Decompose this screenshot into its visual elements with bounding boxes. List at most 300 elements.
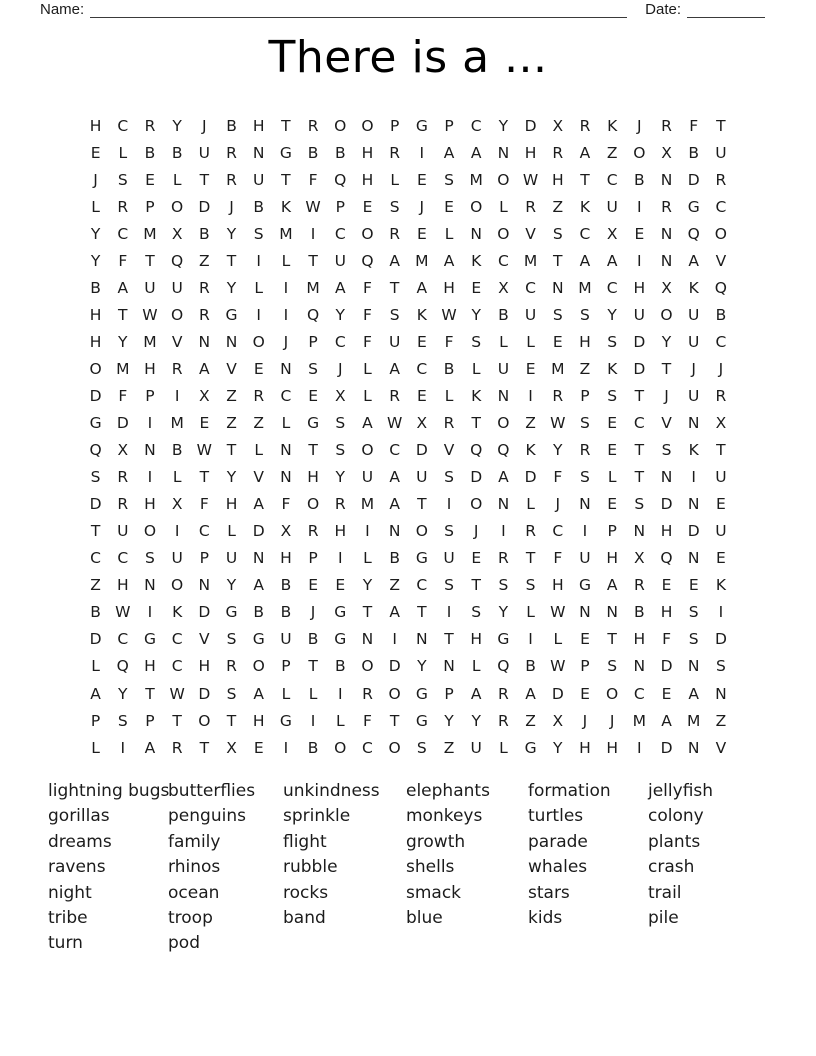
grid-cell: W <box>441 305 457 324</box>
grid-cell: N <box>280 468 292 487</box>
grid-cell: U <box>361 468 374 487</box>
word-list-item: whales <box>528 857 588 878</box>
grid-cell: A <box>389 251 400 270</box>
grid-cell: N <box>579 603 591 622</box>
grid-cell: N <box>633 522 646 541</box>
grid-cell: K <box>688 278 699 297</box>
grid-cell: H <box>252 116 265 135</box>
grid-cell: D <box>551 684 564 703</box>
grid-cell: Z <box>443 738 455 757</box>
grid-cell: C <box>117 549 129 568</box>
grid-cell: Q <box>171 251 184 270</box>
grid-cell: C <box>362 738 373 757</box>
grid-cell: L <box>471 657 481 676</box>
grid-cell: E <box>145 170 155 189</box>
grid-cell: C <box>633 684 645 703</box>
grid-cell: T <box>661 359 672 378</box>
date-label: Date: <box>645 1 681 18</box>
grid-cell: N <box>660 251 673 270</box>
grid-cell: Z <box>606 143 618 162</box>
grid-cell: R <box>389 386 401 405</box>
grid-cell: S <box>552 305 563 324</box>
word-list-item: turtles <box>528 806 584 827</box>
grid-cell: N <box>497 386 510 405</box>
grid-cell: L <box>172 468 182 487</box>
grid-cell: O <box>171 197 184 216</box>
grid-cell: F <box>444 332 454 351</box>
word-list-item: flight <box>283 831 327 852</box>
grid-cell: T <box>199 170 210 189</box>
grid-cell: R <box>253 386 265 405</box>
grid-cell: I <box>582 522 588 541</box>
grid-cell: C <box>334 224 346 243</box>
grid-cell: B <box>498 305 509 324</box>
grid-cell: U <box>715 522 727 541</box>
grid-cell: H <box>144 495 156 514</box>
word-list-item: dreams <box>48 831 112 852</box>
word-list-item: unkindness <box>283 781 380 801</box>
grid-cell: D <box>714 630 727 649</box>
grid-cell: O <box>198 711 211 730</box>
grid-cell: L <box>526 495 535 514</box>
grid-cell: X <box>552 116 564 135</box>
grid-cell: V <box>226 359 237 378</box>
grid-cell: X <box>416 414 428 433</box>
grid-cell: G <box>252 630 265 649</box>
grid-cell: V <box>171 332 183 351</box>
grid-cell: B <box>90 278 101 297</box>
grid-cell: U <box>715 468 727 487</box>
grid-cell: E <box>444 197 454 216</box>
grid-cell: Q <box>660 549 673 568</box>
grid-cell: A <box>688 251 700 270</box>
grid-cell: P <box>199 549 210 568</box>
grid-cell: X <box>334 386 346 405</box>
grid-cell: O <box>660 305 673 324</box>
grid-cell: T <box>525 549 536 568</box>
grid-cell: U <box>633 305 646 324</box>
grid-cell: E <box>661 576 672 595</box>
grid-cell: L <box>91 197 100 216</box>
grid-cell: D <box>198 197 211 216</box>
grid-cell: N <box>551 278 564 297</box>
worksheet-header <box>40 1 765 18</box>
word-list-item: ravens <box>48 857 106 878</box>
grid-cell: J <box>337 359 343 378</box>
name-blank-line <box>90 2 627 18</box>
grid-cell: Y <box>661 332 672 351</box>
grid-cell: O <box>361 441 374 460</box>
grid-cell: W <box>169 684 185 703</box>
grid-cell: U <box>117 522 129 541</box>
grid-cell: F <box>553 549 563 568</box>
grid-cell: J <box>473 522 479 541</box>
grid-cell: G <box>279 711 292 730</box>
grid-cell: F <box>363 278 372 297</box>
grid-cell: Z <box>715 711 727 730</box>
grid-cell: B <box>307 738 319 757</box>
grid-cell: C <box>171 657 183 676</box>
grid-cell: B <box>253 603 265 622</box>
grid-cell: I <box>174 522 180 541</box>
grid-cell: T <box>226 711 237 730</box>
grid-cell: B <box>171 143 183 162</box>
word-list-item: penguins <box>168 806 246 827</box>
grid-cell: M <box>523 251 538 270</box>
grid-cell: T <box>634 468 645 487</box>
grid-cell: B <box>280 603 292 622</box>
grid-cell: A <box>443 251 455 270</box>
grid-cell: Z <box>525 414 536 433</box>
grid-cell: M <box>143 332 157 351</box>
grid-cell: I <box>310 711 316 730</box>
grid-cell: O <box>470 495 483 514</box>
word-list-item: gorillas <box>48 806 110 827</box>
grid-cell: D <box>660 657 673 676</box>
grid-cell: G <box>415 549 428 568</box>
grid-cell: G <box>687 197 700 216</box>
grid-cell: E <box>362 197 373 216</box>
grid-cell: X <box>661 278 672 297</box>
grid-cell: V <box>253 468 265 487</box>
word-list-item: parade <box>528 831 588 852</box>
grid-cell: K <box>525 441 536 460</box>
grid-cell: C <box>579 224 591 243</box>
grid-cell: Y <box>226 224 237 243</box>
grid-cell: A <box>688 684 700 703</box>
grid-cell: R <box>226 657 237 676</box>
grid-cell: O <box>606 684 619 703</box>
grid-cell: D <box>687 522 700 541</box>
grid-cell: P <box>444 684 454 703</box>
word-list-column <box>168 779 283 957</box>
grid-cell: C <box>552 522 564 541</box>
grid-cell: S <box>335 441 346 460</box>
grid-cell: G <box>497 630 510 649</box>
grid-cell: U <box>198 143 211 162</box>
grid-cell: Y <box>226 468 237 487</box>
grid-cell: O <box>470 197 483 216</box>
grid-cell: U <box>497 359 510 378</box>
word-list-item: band <box>283 908 326 929</box>
grid-cell: Y <box>362 576 373 595</box>
grid-cell: U <box>688 386 700 405</box>
grid-cell: L <box>499 197 508 216</box>
grid-cell: X <box>171 495 183 514</box>
grid-cell: L <box>607 468 617 487</box>
word-list-item: shells <box>406 857 455 878</box>
grid-cell: M <box>116 359 130 378</box>
grid-cell: U <box>144 278 156 297</box>
word-list-item: crash <box>648 857 695 878</box>
grid-cell: N <box>470 224 483 243</box>
grid-cell: B <box>334 143 346 162</box>
grid-cell: B <box>307 630 319 649</box>
word-list-item: rhinos <box>168 857 221 878</box>
grid-cell: R <box>362 684 373 703</box>
grid-cell: F <box>689 116 699 135</box>
grid-cell: S <box>444 576 454 595</box>
grid-cell: K <box>715 576 726 595</box>
grid-cell: Z <box>525 711 536 730</box>
grid-cell: O <box>361 224 374 243</box>
grid-cell: B <box>334 657 346 676</box>
grid-cell: K <box>471 251 482 270</box>
grid-cell: A <box>253 684 265 703</box>
grid-cell: H <box>660 522 673 541</box>
grid-cell: H <box>551 576 564 595</box>
grid-cell: C <box>389 441 401 460</box>
word-list-item: lightning bugs <box>48 781 170 801</box>
grid-cell: T <box>308 657 318 676</box>
grid-cell: B <box>253 197 265 216</box>
grid-cell: O <box>171 576 184 595</box>
grid-cell: J <box>664 386 669 405</box>
word-list-item: blue <box>406 908 443 929</box>
page-title: There is a ... <box>268 32 548 83</box>
grid-cell: O <box>252 332 265 351</box>
grid-cell: D <box>198 603 211 622</box>
grid-cell: A <box>362 414 373 433</box>
word-list-item: pod <box>168 933 200 954</box>
grid-cell: H <box>89 332 102 351</box>
grid-cell: U <box>688 332 700 351</box>
grid-cell: N <box>198 576 211 595</box>
grid-cell: H <box>524 143 537 162</box>
grid-cell: R <box>443 414 455 433</box>
grid-cell: N <box>252 143 265 162</box>
grid-cell: C <box>90 549 101 568</box>
grid-cell: I <box>147 468 153 487</box>
grid-cell: E <box>416 170 427 189</box>
word-list-item: family <box>168 831 221 852</box>
grid-cell: X <box>552 711 564 730</box>
grid-cell: T <box>580 170 590 189</box>
word-list-item: colony <box>648 806 704 827</box>
grid-cell: D <box>660 738 673 757</box>
grid-cell: B <box>226 116 237 135</box>
grid-cell: I <box>446 603 452 622</box>
grid-cell: I <box>501 522 506 541</box>
grid-cell: S <box>226 630 237 649</box>
grid-cell: D <box>116 414 129 433</box>
grid-cell: C <box>334 332 346 351</box>
grid-cell: Y <box>226 278 237 297</box>
word-list-item: troop <box>168 908 213 929</box>
word-list-item: elephants <box>406 781 490 801</box>
grid-cell: X <box>715 414 727 433</box>
grid-cell: R <box>307 116 319 135</box>
grid-cell: M <box>170 414 184 433</box>
grid-cell: S <box>471 332 482 351</box>
grid-cell: Q <box>470 441 483 460</box>
grid-cell: L <box>471 359 481 378</box>
grid-cell: L <box>254 278 264 297</box>
grid-cell: M <box>415 251 429 270</box>
grid-cell: R <box>198 305 210 324</box>
grid-cell: L <box>526 603 535 622</box>
grid-cell: R <box>198 278 210 297</box>
grid-cell: H <box>579 332 591 351</box>
word-list-item: rocks <box>283 882 329 903</box>
grid-cell: B <box>171 441 183 460</box>
grid-cell: E <box>471 549 482 568</box>
grid-cell: T <box>226 441 237 460</box>
grid-cell: S <box>389 197 400 216</box>
grid-cell: A <box>117 278 129 297</box>
grid-cell: U <box>171 278 183 297</box>
word-list-item: trail <box>648 882 682 903</box>
grid-cell: J <box>93 170 98 189</box>
grid-cell: I <box>365 522 370 541</box>
grid-cell: I <box>392 630 397 649</box>
grid-cell: R <box>226 170 237 189</box>
grid-cell: S <box>145 549 155 568</box>
grid-cell: I <box>283 278 289 297</box>
grid-cell: V <box>661 414 672 433</box>
grid-cell: C <box>470 116 482 135</box>
grid-cell: I <box>528 630 533 649</box>
grid-cell: Y <box>118 684 128 703</box>
grid-cell: R <box>389 224 401 243</box>
grid-cell: S <box>580 468 590 487</box>
grid-cell: D <box>89 630 102 649</box>
grid-cell: N <box>687 657 700 676</box>
word-list-column <box>528 779 648 957</box>
grid-cell: V <box>199 630 210 649</box>
grid-cell: D <box>524 116 537 135</box>
grid-cell: R <box>498 684 509 703</box>
grid-cell: A <box>606 251 618 270</box>
grid-cell: Z <box>552 197 564 216</box>
grid-cell: N <box>416 630 428 649</box>
grid-cell: H <box>361 143 374 162</box>
grid-cell: B <box>144 143 156 162</box>
grid-cell: S <box>661 441 672 460</box>
grid-cell: O <box>388 738 401 757</box>
grid-cell: L <box>390 170 399 189</box>
grid-cell: M <box>687 711 701 730</box>
grid-cell: U <box>524 305 537 324</box>
grid-cell: T <box>634 441 645 460</box>
grid-cell: A <box>661 711 672 730</box>
grid-cell: S <box>90 468 101 487</box>
grid-cell: F <box>118 386 128 405</box>
grid-cell: D <box>252 522 265 541</box>
grid-cell: O <box>415 522 428 541</box>
grid-cell: S <box>715 657 726 676</box>
grid-cell: O <box>252 657 265 676</box>
grid-cell: C <box>171 630 183 649</box>
grid-cell: D <box>660 495 673 514</box>
grid-cell: S <box>580 305 590 324</box>
grid-cell: G <box>307 414 320 433</box>
grid-cell: N <box>660 468 673 487</box>
grid-cell: I <box>310 224 316 243</box>
grid-cell: I <box>283 305 289 324</box>
grid-cell: I <box>718 603 724 622</box>
grid-cell: O <box>388 684 401 703</box>
grid-cell: W <box>550 657 566 676</box>
grid-cell: R <box>715 170 727 189</box>
grid-cell: B <box>199 224 210 243</box>
grid-cell: F <box>363 711 372 730</box>
grid-cell: N <box>660 224 673 243</box>
grid-cell: I <box>283 738 289 757</box>
grid-cell: W <box>550 603 566 622</box>
grid-cell: M <box>143 224 157 243</box>
grid-cell: I <box>637 738 642 757</box>
grid-cell: F <box>553 468 563 487</box>
grid-cell: R <box>389 143 401 162</box>
grid-cell: I <box>637 251 642 270</box>
grid-cell: C <box>198 522 210 541</box>
grid-cell: K <box>471 386 482 405</box>
grid-cell: S <box>416 738 427 757</box>
grid-cell: L <box>335 711 345 730</box>
grid-cell: T <box>226 251 237 270</box>
grid-cell: D <box>633 332 646 351</box>
grid-cell: N <box>715 684 727 703</box>
grid-cell: W <box>196 441 212 460</box>
word-list-item: stars <box>528 882 570 903</box>
grid-cell: P <box>145 711 155 730</box>
grid-cell: E <box>253 359 264 378</box>
grid-cell: L <box>553 630 563 649</box>
grid-cell: A <box>253 495 265 514</box>
grid-cell: Z <box>389 576 400 595</box>
grid-cell: U <box>253 170 265 189</box>
grid-cell: A <box>579 143 591 162</box>
grid-cell: J <box>555 495 561 514</box>
grid-cell: O <box>714 224 727 243</box>
grid-cell: B <box>389 549 400 568</box>
grid-cell: H <box>89 116 102 135</box>
grid-cell: T <box>553 251 563 270</box>
grid-cell: Y <box>553 441 563 460</box>
grid-cell: L <box>91 657 100 676</box>
grid-cell: O <box>497 224 510 243</box>
grid-cell: O <box>361 116 374 135</box>
grid-cell: C <box>416 359 428 378</box>
grid-cell: X <box>280 522 292 541</box>
grid-cell: H <box>470 630 483 649</box>
grid-cell: E <box>471 278 482 297</box>
grid-cell: G <box>578 576 591 595</box>
grid-cell: S <box>253 224 264 243</box>
grid-cell: M <box>632 711 647 730</box>
grid-cell: C <box>715 332 727 351</box>
grid-cell: Z <box>90 576 101 595</box>
grid-cell: E <box>607 414 618 433</box>
grid-cell: K <box>172 603 183 622</box>
grid-cell: R <box>117 495 129 514</box>
grid-cell: H <box>551 170 564 189</box>
grid-cell: R <box>117 197 129 216</box>
word-list-item: formation <box>528 781 611 801</box>
grid-cell: A <box>144 738 156 757</box>
grid-cell: W <box>142 305 158 324</box>
grid-cell: S <box>525 576 536 595</box>
grid-cell: Y <box>226 576 237 595</box>
grid-cell: S <box>117 711 128 730</box>
grid-cell: H <box>361 170 374 189</box>
grid-cell: B <box>634 603 645 622</box>
grid-cell: A <box>498 468 509 487</box>
grid-cell: O <box>89 359 102 378</box>
grid-cell: Y <box>471 305 481 324</box>
grid-cell: I <box>174 386 180 405</box>
